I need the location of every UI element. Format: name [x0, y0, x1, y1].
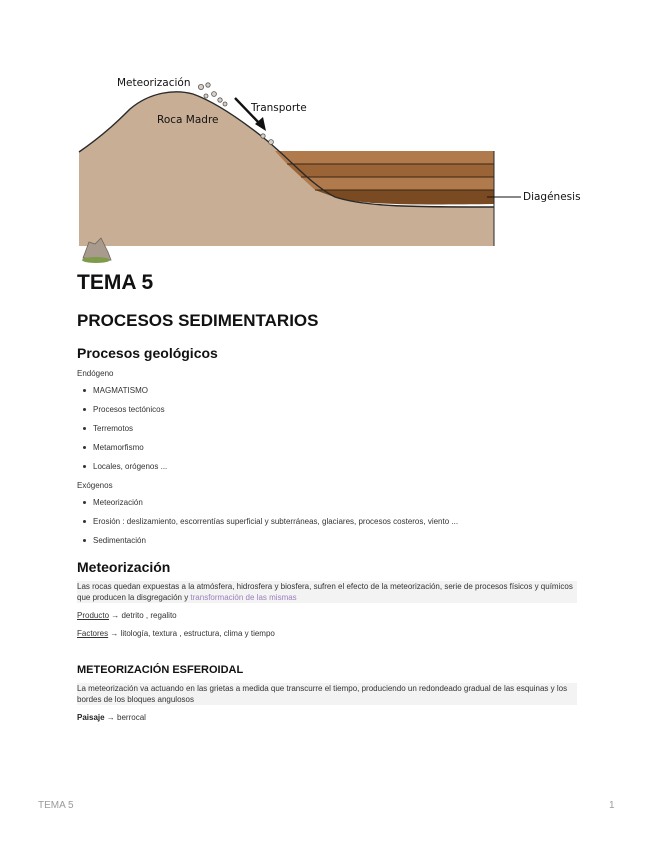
- list-item: Meteorización: [77, 497, 577, 508]
- weathering-text: Las rocas quedan expuestas a la atmósfera, hidrosfera y biosfera, sufren el efecto de la meteorización, serie de procesos físicos y químicos que producen la disgregación y: [77, 582, 573, 602]
- sediment-layer-1: [275, 151, 494, 164]
- sediment-layer-2: [287, 164, 494, 177]
- list-item: Terremotos: [77, 423, 577, 434]
- exogenous-list: [77, 497, 577, 546]
- sedimentary-process-diagram: [75, 74, 585, 264]
- spheroidal-paragraph: La meteorización va actuando en las grietas a medida que transcurre el tiempo, produciendo un redondeado gradual de las esquinas y los bordes de los bloques angulosos: [77, 683, 577, 705]
- factors-label: Factores: [77, 629, 109, 638]
- weathering-link[interactable]: transformación de las mismas: [190, 593, 297, 602]
- landscape-label: Paisaje: [77, 713, 105, 722]
- label-transport: Transporte: [251, 102, 307, 114]
- label-exogenous: Exógenos: [77, 481, 113, 490]
- landscape-value: → berrocal: [104, 713, 146, 722]
- list-item: Locales, orógenos ...: [77, 461, 577, 472]
- label-diagenesis: Diagénesis: [523, 191, 581, 203]
- heading-spheroidal: METEORIZACIÓN ESFEROIDAL: [77, 664, 244, 676]
- label-weathering: Meteorización: [117, 77, 191, 89]
- document-body: [77, 270, 577, 723]
- label-bedrock: Roca Madre: [157, 114, 219, 126]
- page-number: 1: [609, 800, 615, 811]
- product-line: [77, 610, 577, 621]
- list-item: MAGMATISMO: [77, 385, 577, 396]
- list-item: Metamorfismo: [77, 442, 577, 453]
- document-subtitle: PROCESOS SEDIMENTARIOS: [77, 311, 319, 330]
- landscape-line: [77, 712, 577, 723]
- heading-geologic-processes: Procesos geológicos: [77, 345, 218, 361]
- weathering-paragraph: [77, 581, 577, 603]
- factors-line: [77, 628, 577, 639]
- factors-value: → litología, textura , estructura, clima y tiempo: [108, 629, 275, 638]
- product-value: → detrito , regalito: [109, 611, 177, 620]
- document-title: TEMA 5: [77, 271, 154, 294]
- list-item: Sedimentación: [77, 535, 577, 546]
- list-item: Procesos tectónicos: [77, 404, 577, 415]
- product-label: Producto: [77, 611, 110, 620]
- sediment-layer-3: [301, 177, 494, 190]
- list-item: Erosión : deslizamiento, escorrentías superficial y subterráneas, glaciares, procesos costeros, viento ...: [77, 516, 577, 527]
- endogenous-list: [77, 385, 577, 472]
- heading-weathering: Meteorización: [77, 559, 171, 575]
- label-endogenous: Endógeno: [77, 369, 114, 378]
- footer-title: TEMA 5: [38, 800, 74, 811]
- diagram-svg: [75, 74, 585, 264]
